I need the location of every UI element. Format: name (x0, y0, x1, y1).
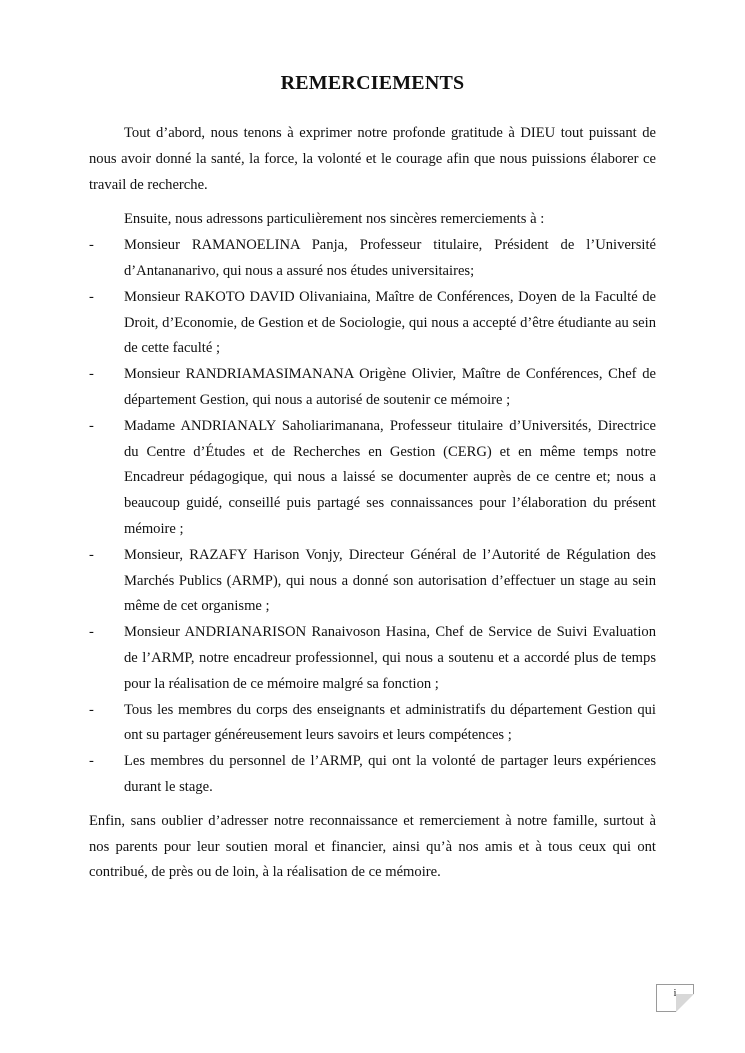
page-curl-icon (676, 994, 694, 1012)
list-item (89, 698, 656, 750)
lead-paragraph: Ensuite, nous adressons particulièrement nos sincères remerciements à : (124, 211, 545, 228)
document-body (89, 121, 656, 886)
list-item-text: Monsieur RAMANOELINA Panja, Professeur titulaire, Président de l’Université d’Antananarivo, qui nous a assuré nos études universitaires; (124, 237, 656, 279)
bullet-dash: - (89, 417, 94, 434)
list-item-text: Monsieur, RAZAFY Harison Vonjy, Directeur Général de l’Autorité de Régulation des Marchés Publics (ARMP), qui nous a donné son autorisation d’effectuer un stage au sein même de cet organisme ; (124, 546, 656, 615)
bullet-dash: - (89, 366, 94, 383)
page-number-box (656, 984, 694, 1012)
list-item (89, 620, 656, 697)
list-item-text: Les membres du personnel de l’ARMP, qui ont la volonté de partager leurs expériences durant le stage. (124, 753, 656, 795)
bullet-dash: - (89, 546, 94, 563)
list-item-text: Monsieur ANDRIANARISON Ranaivoson Hasina, Chef de Service de Suivi Evaluation de l’ARMP, notre encadreur professionnel, qui nous a soutenu et a accordé plus de temps pour la réalisation de ce mémoire malgré sa fonction ; (124, 624, 656, 692)
list-item (89, 543, 656, 620)
page-number: i (673, 988, 677, 999)
list-item-text: Monsieur RANDRIAMASIMANANA Origène Olivier, Maître de Conférences, Chef de département Gestion, qui nous a autorisé de soutenir ce mémoire ; (124, 366, 656, 408)
closing-paragraph: Enfin, sans oublier d’adresser notre reconnaissance et remerciement à notre famille, surtout à nos parents pour leur soutien moral et financier, ainsi qu’à nos amis et à tous ceux qui ont contribué, de près ou de loin, à la réalisation de ce mémoire. (89, 812, 656, 881)
list-item-text: Monsieur RAKOTO DAVID Olivaniaina, Maître de Conférences, Doyen de la Faculté de Droit, d’Economie, de Gestion et de Sociologie, qui nous a accepté d’être étudiante au sein de cette faculté ; (124, 288, 656, 357)
list-item (89, 285, 656, 362)
list-item (89, 414, 656, 543)
list-item (89, 362, 656, 414)
list-item (89, 233, 656, 285)
acknowledgement-list (89, 233, 656, 801)
bullet-dash: - (89, 237, 94, 254)
intro-paragraph: Tout d’abord, nous tenons à exprimer notre profonde gratitude à DIEU tout puissant de nous avoir donné la santé, la force, la volonté et le courage afin que nous puissions élaborer ce travail de recherche. (89, 125, 656, 193)
bullet-dash: - (89, 753, 94, 770)
list-item-text: Madame ANDRIANALY Saholiarimanana, Professeur titulaire d’Universités, Directrice du Centre d’Études et de Recherches en Gestion (CERG) et en même temps notre Encadreur pédagogique, qui nous a laissé se documenter auprès de ce centre et; nous a beaucoup guidé, conseillé puis partagé ses connaissances pour l’élaboration du présent mémoire ; (124, 417, 656, 537)
bullet-dash: - (89, 288, 94, 305)
page-title: REMERCIEMENTS (280, 72, 465, 94)
list-item (89, 749, 656, 801)
bullet-dash: - (89, 701, 94, 718)
bullet-dash: - (89, 624, 94, 641)
list-item-text: Tous les membres du corps des enseignants et administratifs du département Gestion qui ont su partager généreusement leurs savoirs et leurs compétences ; (124, 701, 656, 744)
